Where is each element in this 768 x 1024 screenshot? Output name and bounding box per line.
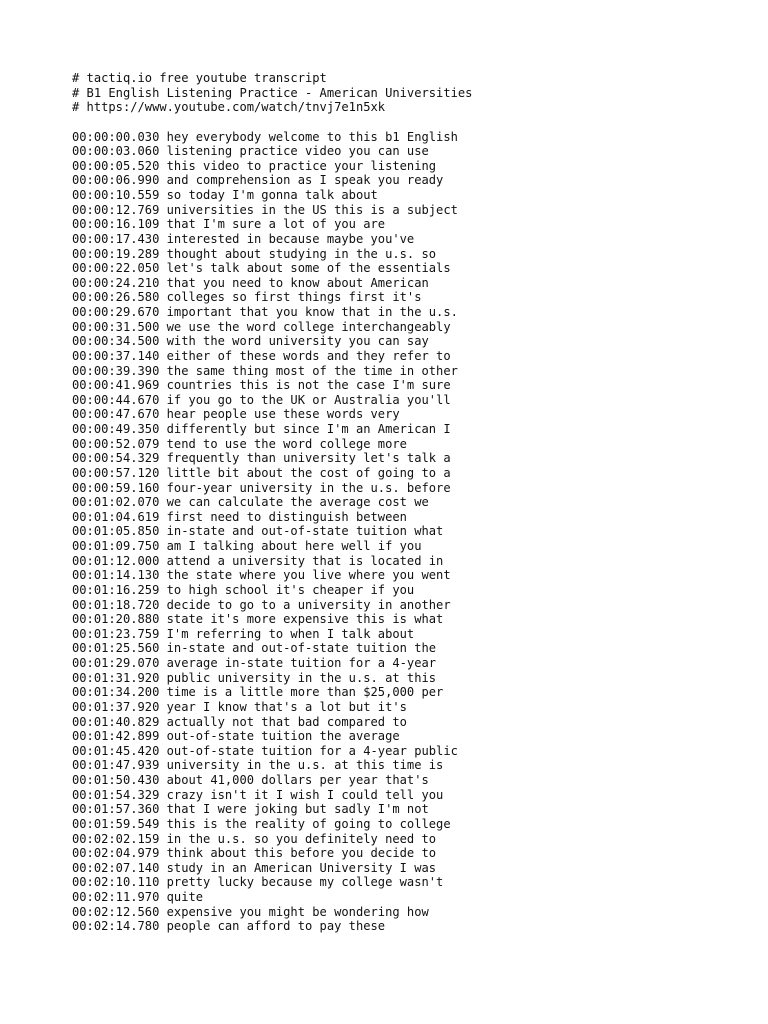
transcript-line xyxy=(72,890,768,905)
transcript-line xyxy=(72,700,768,715)
timestamp: 00:01:54.329 xyxy=(72,787,160,802)
timestamp: 00:00:06.990 xyxy=(72,173,160,188)
caption-text: if you go to the UK or Australia you'll xyxy=(166,392,451,407)
transcript-line xyxy=(72,641,768,656)
caption-text: think about this before you decide to xyxy=(166,846,437,861)
transcript-line xyxy=(72,437,768,452)
caption-text: listening practice video you can use xyxy=(166,144,429,159)
timestamp: 00:00:26.580 xyxy=(72,290,160,305)
transcript-line xyxy=(72,744,768,759)
timestamp: 00:01:29.070 xyxy=(72,656,160,670)
timestamp: 00:01:34.200 xyxy=(72,685,160,700)
transcript-line xyxy=(72,583,768,598)
timestamp: 00:00:49.350 xyxy=(72,422,160,436)
timestamp: 00:01:02.070 xyxy=(72,495,160,510)
timestamp: 00:01:47.939 xyxy=(72,758,160,773)
timestamp: 00:00:54.329 xyxy=(72,451,160,466)
timestamp: 00:01:18.720 xyxy=(72,597,160,612)
timestamp: 00:00:52.079 xyxy=(72,436,160,451)
caption-text: and comprehension as I speak you ready xyxy=(166,173,444,188)
transcript-line xyxy=(72,495,768,510)
transcript-line xyxy=(72,539,768,554)
caption-text: about 41,000 dollars per year that's xyxy=(166,773,429,787)
transcript-line xyxy=(72,905,768,920)
blank-line xyxy=(72,115,768,130)
caption-text: state it's more expensive this is what xyxy=(166,612,444,627)
caption-text: year I know that's a lot but it's xyxy=(166,699,407,714)
timestamp: 00:00:47.670 xyxy=(72,407,160,422)
caption-text: thought about studying in the u.s. so xyxy=(166,246,437,261)
transcript-line xyxy=(72,729,768,744)
transcript-body xyxy=(72,130,768,934)
caption-text: average in-state tuition for a 4-year xyxy=(166,656,437,670)
timestamp: 00:00:59.160 xyxy=(72,480,160,495)
timestamp: 00:00:24.210 xyxy=(72,275,160,290)
caption-text: crazy isn't it I wish I could tell you xyxy=(166,787,444,802)
timestamp: 00:00:29.670 xyxy=(72,305,160,319)
timestamp: 00:02:12.560 xyxy=(72,904,160,919)
transcript-line xyxy=(72,378,768,393)
timestamp: 00:01:05.850 xyxy=(72,524,160,539)
transcript-line xyxy=(72,788,768,803)
caption-text: out-of-state tuition the average xyxy=(166,729,400,744)
transcript-line xyxy=(72,144,768,159)
caption-text: in-state and out-of-state tuition what xyxy=(166,524,444,539)
caption-text: out-of-state tuition for a 4-year public xyxy=(166,743,458,758)
timestamp: 00:00:22.050 xyxy=(72,261,160,276)
header-line-url: # https://www.youtube.com/watch/tnvj7e1n5xk xyxy=(72,100,386,115)
caption-text: first need to distinguish between xyxy=(166,509,407,524)
transcript-line xyxy=(72,393,768,408)
caption-text: this is the reality of going to college xyxy=(166,816,451,831)
transcript-line xyxy=(72,130,768,145)
transcript-line xyxy=(72,188,768,203)
timestamp: 00:01:45.420 xyxy=(72,743,160,758)
timestamp: 00:02:07.140 xyxy=(72,860,160,875)
caption-text: little bit about the cost of going to a xyxy=(166,465,451,480)
caption-text: tend to use the word college more xyxy=(166,436,407,451)
caption-text: people can afford to pay these xyxy=(166,919,386,934)
caption-text: differently but since I'm an American I xyxy=(166,422,451,436)
transcript-line xyxy=(72,451,768,466)
timestamp: 00:00:31.500 xyxy=(72,319,160,334)
transcript-line xyxy=(72,861,768,876)
transcript-line xyxy=(72,627,768,642)
timestamp: 00:01:04.619 xyxy=(72,509,160,524)
timestamp: 00:01:31.920 xyxy=(72,670,160,685)
transcript-line xyxy=(72,290,768,305)
transcript-line xyxy=(72,232,768,247)
timestamp: 00:01:42.899 xyxy=(72,729,160,744)
transcript-line xyxy=(72,919,768,934)
transcript-line xyxy=(72,159,768,174)
timestamp: 00:00:16.109 xyxy=(72,217,160,232)
timestamp: 00:00:44.670 xyxy=(72,392,160,407)
caption-text: that you need to know about American xyxy=(166,275,429,290)
transcript-line xyxy=(72,671,768,686)
timestamp: 00:01:37.920 xyxy=(72,699,160,714)
timestamp: 00:02:14.780 xyxy=(72,919,160,934)
caption-text: study in an American University I was xyxy=(166,860,437,875)
timestamp: 00:01:16.259 xyxy=(72,582,160,597)
timestamp: 00:01:25.560 xyxy=(72,641,160,656)
transcript-line xyxy=(72,364,768,379)
transcript-line xyxy=(72,349,768,364)
timestamp: 00:02:10.110 xyxy=(72,875,160,890)
caption-text: so today I'm gonna talk about xyxy=(166,188,378,202)
timestamp: 00:01:20.880 xyxy=(72,612,160,627)
caption-text: hey everybody welcome to this b1 English xyxy=(166,129,458,144)
timestamp: 00:01:40.829 xyxy=(72,714,160,729)
timestamp: 00:00:00.030 xyxy=(72,129,160,144)
transcript-line xyxy=(72,305,768,320)
transcript-line xyxy=(72,832,768,847)
timestamp: 00:00:41.969 xyxy=(72,378,160,393)
caption-text: we can calculate the average cost we xyxy=(166,495,429,510)
transcript-line xyxy=(72,715,768,730)
timestamp: 00:00:39.390 xyxy=(72,363,160,378)
transcript-line xyxy=(72,612,768,627)
caption-text: interested in because maybe you've xyxy=(166,231,415,246)
caption-text: we use the word college interchangeably xyxy=(166,319,451,334)
caption-text: important that you know that in the u.s. xyxy=(166,305,458,319)
timestamp: 00:01:23.759 xyxy=(72,626,160,641)
caption-text: in-state and out-of-state tuition the xyxy=(166,641,437,656)
caption-text: attend a university that is located in xyxy=(166,553,444,568)
caption-text: to high school it's cheaper if you xyxy=(166,582,415,597)
caption-text: that I were joking but sadly I'm not xyxy=(166,802,429,817)
transcript-line xyxy=(72,334,768,349)
timestamp: 00:00:19.289 xyxy=(72,246,160,261)
caption-text: that I'm sure a lot of you are xyxy=(166,217,386,232)
transcript-line xyxy=(72,875,768,890)
transcript-line xyxy=(72,802,768,817)
transcript-line xyxy=(72,422,768,437)
transcript-line xyxy=(72,510,768,525)
transcript-line xyxy=(72,598,768,613)
caption-text: in the u.s. so you definitely need to xyxy=(166,831,437,846)
caption-text: I'm referring to when I talk about xyxy=(166,626,415,641)
caption-text: decide to go to a university in another xyxy=(166,597,451,612)
header-line-title: # B1 English Listening Practice - American Universities xyxy=(72,85,473,100)
timestamp: 00:00:05.520 xyxy=(72,158,160,173)
timestamp: 00:00:03.060 xyxy=(72,144,160,159)
caption-text: hear people use these words very xyxy=(166,407,400,422)
header-line-source: # tactiq.io free youtube transcript xyxy=(72,71,327,85)
transcript-line xyxy=(72,173,768,188)
transcript-line xyxy=(72,261,768,276)
timestamp: 00:02:04.979 xyxy=(72,846,160,861)
timestamp: 00:01:59.549 xyxy=(72,816,160,831)
timestamp: 00:01:14.130 xyxy=(72,568,160,583)
transcript-line xyxy=(72,203,768,218)
caption-text: quite xyxy=(166,890,204,904)
caption-text: pretty lucky because my college wasn't xyxy=(166,875,444,890)
transcript-line xyxy=(72,568,768,583)
timestamp: 00:00:34.500 xyxy=(72,334,160,349)
caption-text: colleges so first things first it's xyxy=(166,290,422,305)
timestamp: 00:01:09.750 xyxy=(72,539,160,553)
caption-text: four-year university in the u.s. before xyxy=(166,480,451,495)
timestamp: 00:02:02.159 xyxy=(72,831,160,846)
caption-text: public university in the u.s. at this xyxy=(166,670,437,685)
caption-text: expensive you might be wondering how xyxy=(166,904,429,919)
caption-text: either of these words and they refer to xyxy=(166,348,451,363)
transcript-line xyxy=(72,247,768,262)
transcript-line xyxy=(72,773,768,788)
transcript-line xyxy=(72,320,768,335)
timestamp: 00:01:57.360 xyxy=(72,802,160,817)
transcript-line xyxy=(72,217,768,232)
transcript-line xyxy=(72,466,768,481)
transcript-line xyxy=(72,481,768,496)
timestamp: 00:00:37.140 xyxy=(72,348,160,363)
timestamp: 00:00:17.430 xyxy=(72,231,160,246)
transcript-line xyxy=(72,758,768,773)
timestamp: 00:01:50.430 xyxy=(72,773,160,787)
timestamp: 00:01:12.000 xyxy=(72,553,160,568)
transcript-line xyxy=(72,846,768,861)
caption-text: am I talking about here well if you xyxy=(166,539,422,553)
timestamp: 00:00:10.559 xyxy=(72,188,160,202)
timestamp: 00:00:12.769 xyxy=(72,202,160,217)
caption-text: actually not that bad compared to xyxy=(166,714,407,729)
caption-text: frequently than university let's talk a xyxy=(166,451,451,466)
timestamp: 00:02:11.970 xyxy=(72,890,160,904)
transcript-line xyxy=(72,656,768,671)
caption-text: the state where you live where you went xyxy=(166,568,451,583)
caption-text: countries this is not the case I'm sure xyxy=(166,378,451,393)
transcript-line xyxy=(72,685,768,700)
caption-text: university in the u.s. at this time is xyxy=(166,758,444,773)
caption-text: time is a little more than $25,000 per xyxy=(166,685,444,700)
caption-text: universities in the US this is a subject xyxy=(166,202,458,217)
transcript-header xyxy=(72,71,768,115)
transcript-line xyxy=(72,276,768,291)
caption-text: the same thing most of the time in other xyxy=(166,363,458,378)
transcript-line xyxy=(72,524,768,539)
transcript-line xyxy=(72,407,768,422)
transcript-line xyxy=(72,817,768,832)
timestamp: 00:00:57.120 xyxy=(72,465,160,480)
caption-text: let's talk about some of the essentials xyxy=(166,261,451,276)
transcript-line xyxy=(72,554,768,569)
caption-text: with the word university you can say xyxy=(166,334,429,349)
caption-text: this video to practice your listening xyxy=(166,158,437,173)
